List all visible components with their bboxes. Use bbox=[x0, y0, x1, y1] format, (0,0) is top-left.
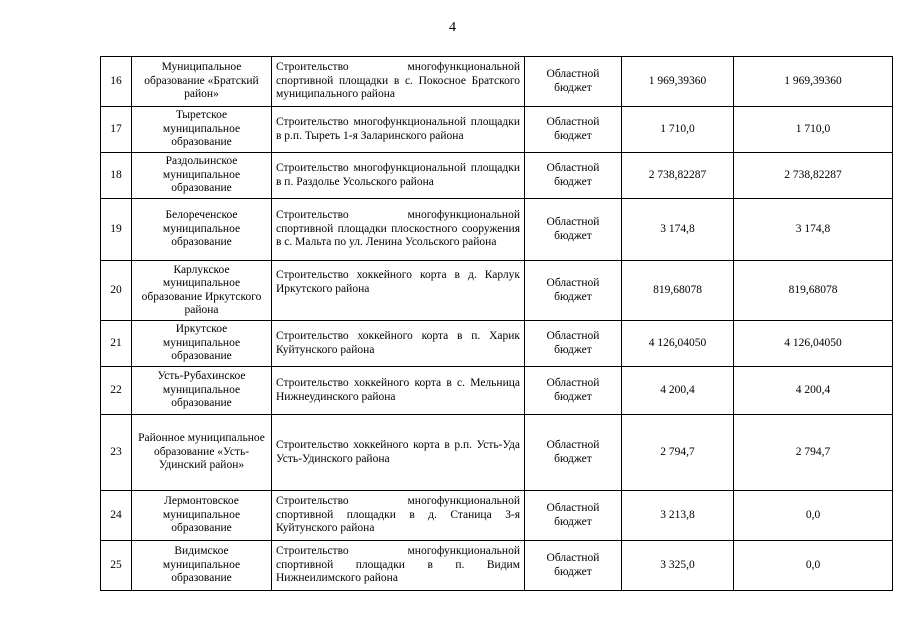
row-number: 18 bbox=[101, 153, 132, 199]
description-text: Строительство многофункциональной площадки в р.п. Тыреть 1-я Заларинского района bbox=[276, 116, 520, 142]
description-text: Строительство хоккейного корта в р.п. Усть-Уда Усть-Удинского района bbox=[276, 439, 520, 465]
funding-source-cell: Областной бюджет bbox=[525, 107, 622, 153]
table-row bbox=[101, 57, 893, 107]
page-number: 4 bbox=[449, 20, 456, 35]
amount-year-cell: 2 794,7 bbox=[734, 415, 893, 491]
table-row bbox=[101, 321, 893, 367]
amount-year-cell: 3 174,8 bbox=[734, 199, 893, 261]
municipality-cell: Усть-Рубахинское муниципальное образование bbox=[132, 367, 272, 415]
amount-total-cell: 4 126,04050 bbox=[622, 321, 734, 367]
municipality-cell: Тыретское муниципальное образование bbox=[132, 107, 272, 153]
description-text: Строительство многофункциональной площадки в п. Раздолье Усольского района bbox=[276, 162, 520, 188]
amount-total-cell: 3 213,8 bbox=[622, 491, 734, 541]
amount-year-cell: 0,0 bbox=[734, 541, 893, 591]
amount-total-cell: 4 200,4 bbox=[622, 367, 734, 415]
amount-total-cell: 1 710,0 bbox=[622, 107, 734, 153]
amount-total-cell: 3 174,8 bbox=[622, 199, 734, 261]
row-number: 25 bbox=[101, 541, 132, 591]
amount-year-cell: 1 969,39360 bbox=[734, 57, 893, 107]
row-number: 21 bbox=[101, 321, 132, 367]
description-text: Строительство хоккейного корта в д. Карлук Иркутского района bbox=[276, 269, 520, 295]
funding-source-cell: Областной бюджет bbox=[525, 199, 622, 261]
municipality-cell: Раздольинское муниципальное образование bbox=[132, 153, 272, 199]
description-cell bbox=[272, 415, 525, 491]
row-number: 23 bbox=[101, 415, 132, 491]
description-text: Строительство хоккейного корта в п. Харик Куйтунского района bbox=[276, 330, 520, 356]
description-cell bbox=[272, 153, 525, 199]
municipality-cell: Белореченское муниципальное образование bbox=[132, 199, 272, 261]
table-row bbox=[101, 491, 893, 541]
table-row bbox=[101, 367, 893, 415]
description-text: Строительство многофункциональной спортивной площадки в с. Покосное Братского муниципального района bbox=[276, 61, 520, 101]
funding-source-cell: Областной бюджет bbox=[525, 367, 622, 415]
municipality-cell: Лермонтовское муниципальное образование bbox=[132, 491, 272, 541]
description-cell bbox=[272, 367, 525, 415]
description-cell bbox=[272, 57, 525, 107]
amount-total-cell: 2 738,82287 bbox=[622, 153, 734, 199]
funding-table bbox=[100, 56, 893, 591]
description-cell bbox=[272, 541, 525, 591]
municipality-cell: Видимское муниципальное образование bbox=[132, 541, 272, 591]
funding-source-cell: Областной бюджет bbox=[525, 491, 622, 541]
row-number: 20 bbox=[101, 261, 132, 321]
funding-source-cell: Областной бюджет bbox=[525, 321, 622, 367]
municipality-cell: Иркутское муниципальное образование bbox=[132, 321, 272, 367]
table-row bbox=[101, 199, 893, 261]
row-number: 16 bbox=[101, 57, 132, 107]
table-row bbox=[101, 541, 893, 591]
table-row bbox=[101, 153, 893, 199]
description-cell bbox=[272, 491, 525, 541]
amount-total-cell: 1 969,39360 bbox=[622, 57, 734, 107]
description-cell bbox=[272, 199, 525, 261]
funding-source-cell: Областной бюджет bbox=[525, 153, 622, 199]
description-cell bbox=[272, 321, 525, 367]
table-row bbox=[101, 261, 893, 321]
description-text: Строительство многофункциональной спортивной площадки в д. Станица 3-я Куйтунского района bbox=[276, 495, 520, 535]
funding-source-cell: Областной бюджет bbox=[525, 57, 622, 107]
description-cell bbox=[272, 107, 525, 153]
amount-year-cell: 0,0 bbox=[734, 491, 893, 541]
description-text: Строительство многофункциональной спортивной площадки в п. Видим Нижнеилимского района bbox=[276, 545, 520, 585]
description-text: Строительство хоккейного корта в с. Мельница Нижнеудинского района bbox=[276, 377, 520, 403]
amount-year-cell: 819,68078 bbox=[734, 261, 893, 321]
table-row bbox=[101, 107, 893, 153]
amount-year-cell: 4 200,4 bbox=[734, 367, 893, 415]
table-row bbox=[101, 415, 893, 491]
municipality-cell: Карлукское муниципальное образование Иркутского района bbox=[132, 261, 272, 321]
description-text: Строительство многофункциональной спортивной площадки плоскостного сооружения в с. Мальта по ул. Ленина Усольского района bbox=[276, 209, 520, 249]
amount-total-cell: 819,68078 bbox=[622, 261, 734, 321]
amount-total-cell: 3 325,0 bbox=[622, 541, 734, 591]
description-cell bbox=[272, 261, 525, 321]
funding-source-cell: Областной бюджет bbox=[525, 261, 622, 321]
funding-source-cell: Областной бюджет bbox=[525, 541, 622, 591]
municipality-cell: Муниципальное образование «Братский район» bbox=[132, 57, 272, 107]
amount-year-cell: 4 126,04050 bbox=[734, 321, 893, 367]
row-number: 19 bbox=[101, 199, 132, 261]
row-number: 22 bbox=[101, 367, 132, 415]
amount-year-cell: 2 738,82287 bbox=[734, 153, 893, 199]
row-number: 17 bbox=[101, 107, 132, 153]
municipality-cell: Районное муниципальное образование «Усть-Удинский район» bbox=[132, 415, 272, 491]
funding-source-cell: Областной бюджет bbox=[525, 415, 622, 491]
amount-year-cell: 1 710,0 bbox=[734, 107, 893, 153]
row-number: 24 bbox=[101, 491, 132, 541]
amount-total-cell: 2 794,7 bbox=[622, 415, 734, 491]
